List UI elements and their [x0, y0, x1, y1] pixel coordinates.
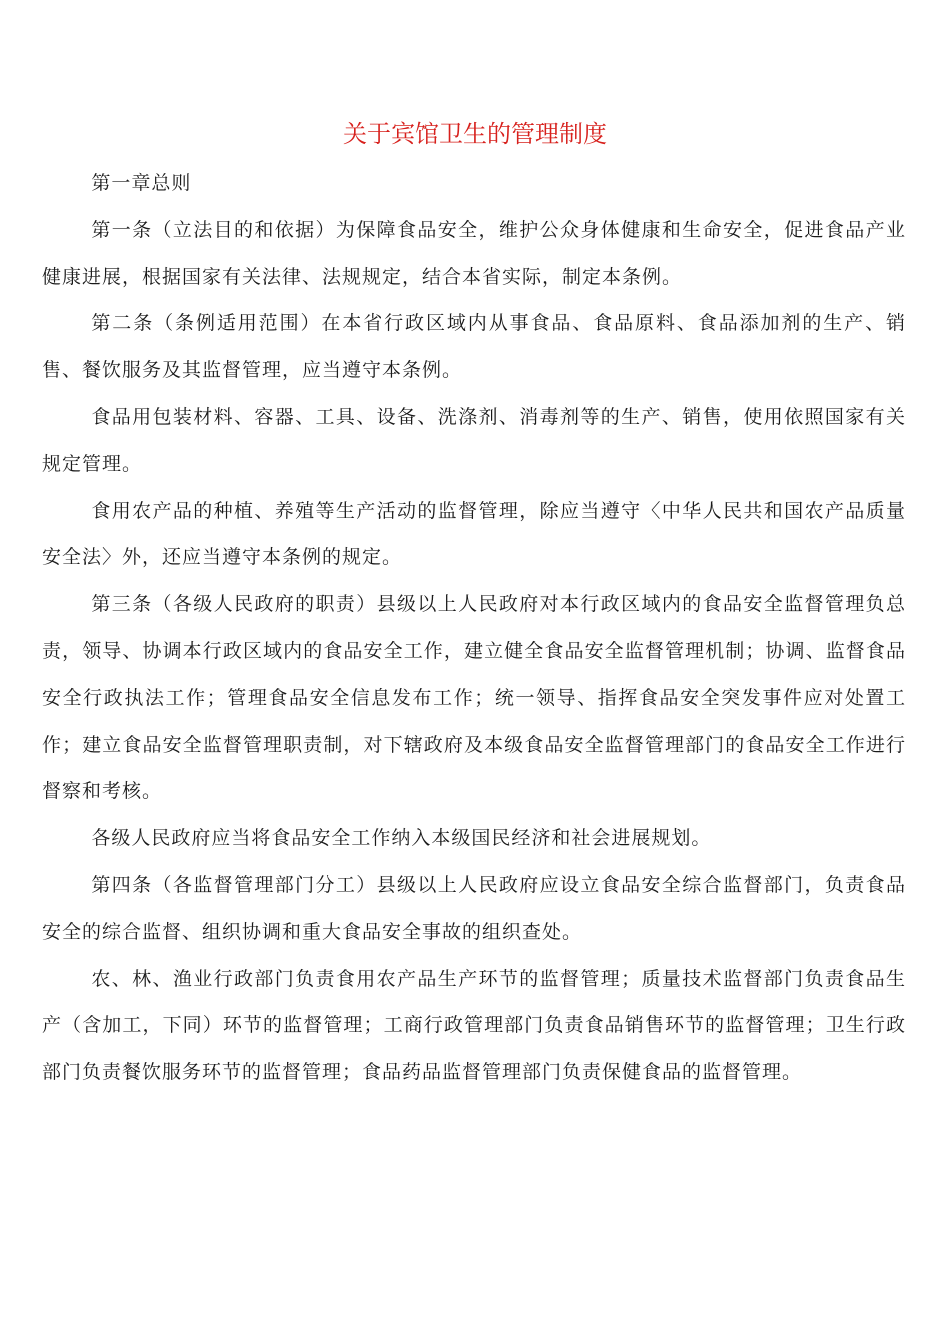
article-1-paragraph: 第一条（立法目的和依据）为保障食品安全，维护公众身体健康和生命安全，促进食品产业健康进展，根据国家有关法律、法规规定，结合本省实际，制定本条例。 [42, 218, 906, 288]
agri-products-paragraph: 食用农产品的种植、养殖等生产活动的监督管理，除应当遵守〈中华人民共和国农产品质量安全法〉外，还应当遵守本条例的规定。 [42, 499, 906, 569]
departments-paragraph: 农、林、渔业行政部门负责食用农产品生产环节的监督管理；质量技术监督部门负责食品生产（含加工，下同）环节的监督管理；工商行政管理部门负责食品销售环节的监督管理；卫生行政部门负责餐饮服务环节的监督管理；食品药品监督管理部门负责保健食品的监督管理。 [42, 967, 906, 1084]
document-title: 关于宾馆卫生的管理制度 [343, 120, 607, 148]
chapter-heading: 第一章总则 [91, 172, 192, 194]
packaging-paragraph: 食品用包装材料、容器、工具、设备、洗涤剂、消毒剂等的生产、销售，使用依照国家有关规定管理。 [42, 405, 906, 475]
document-body [42, 160, 906, 1096]
article-4-paragraph: 第四条（各监督管理部门分工）县级以上人民政府应设立食品安全综合监督部门，负责食品安全的综合监督、组织协调和重大食品安全事故的组织查处。 [42, 873, 906, 943]
planning-paragraph: 各级人民政府应当将食品安全工作纳入本级国民经济和社会进展规划。 [91, 827, 712, 850]
article-3-paragraph: 第三条（各级人民政府的职责）县级以上人民政府对本行政区域内的食品安全监督管理负总责，领导、协调本行政区域内的食品安全工作，建立健全食品安全监督管理机制；协调、监督食品安全行政执法工作；管理食品安全信息发布工作；统一领导、指挥食品安全突发事件应对处置工作；建立食品安全监督管理职责制，对下辖政府及本级食品安全监督管理部门的食品安全工作进行督察和考核。 [42, 593, 906, 803]
article-2-paragraph: 第二条（条例适用范围）在本省行政区域内从事食品、食品原料、食品添加剂的生产、销售、餐饮服务及其监督管理，应当遵守本条例。 [42, 312, 906, 382]
